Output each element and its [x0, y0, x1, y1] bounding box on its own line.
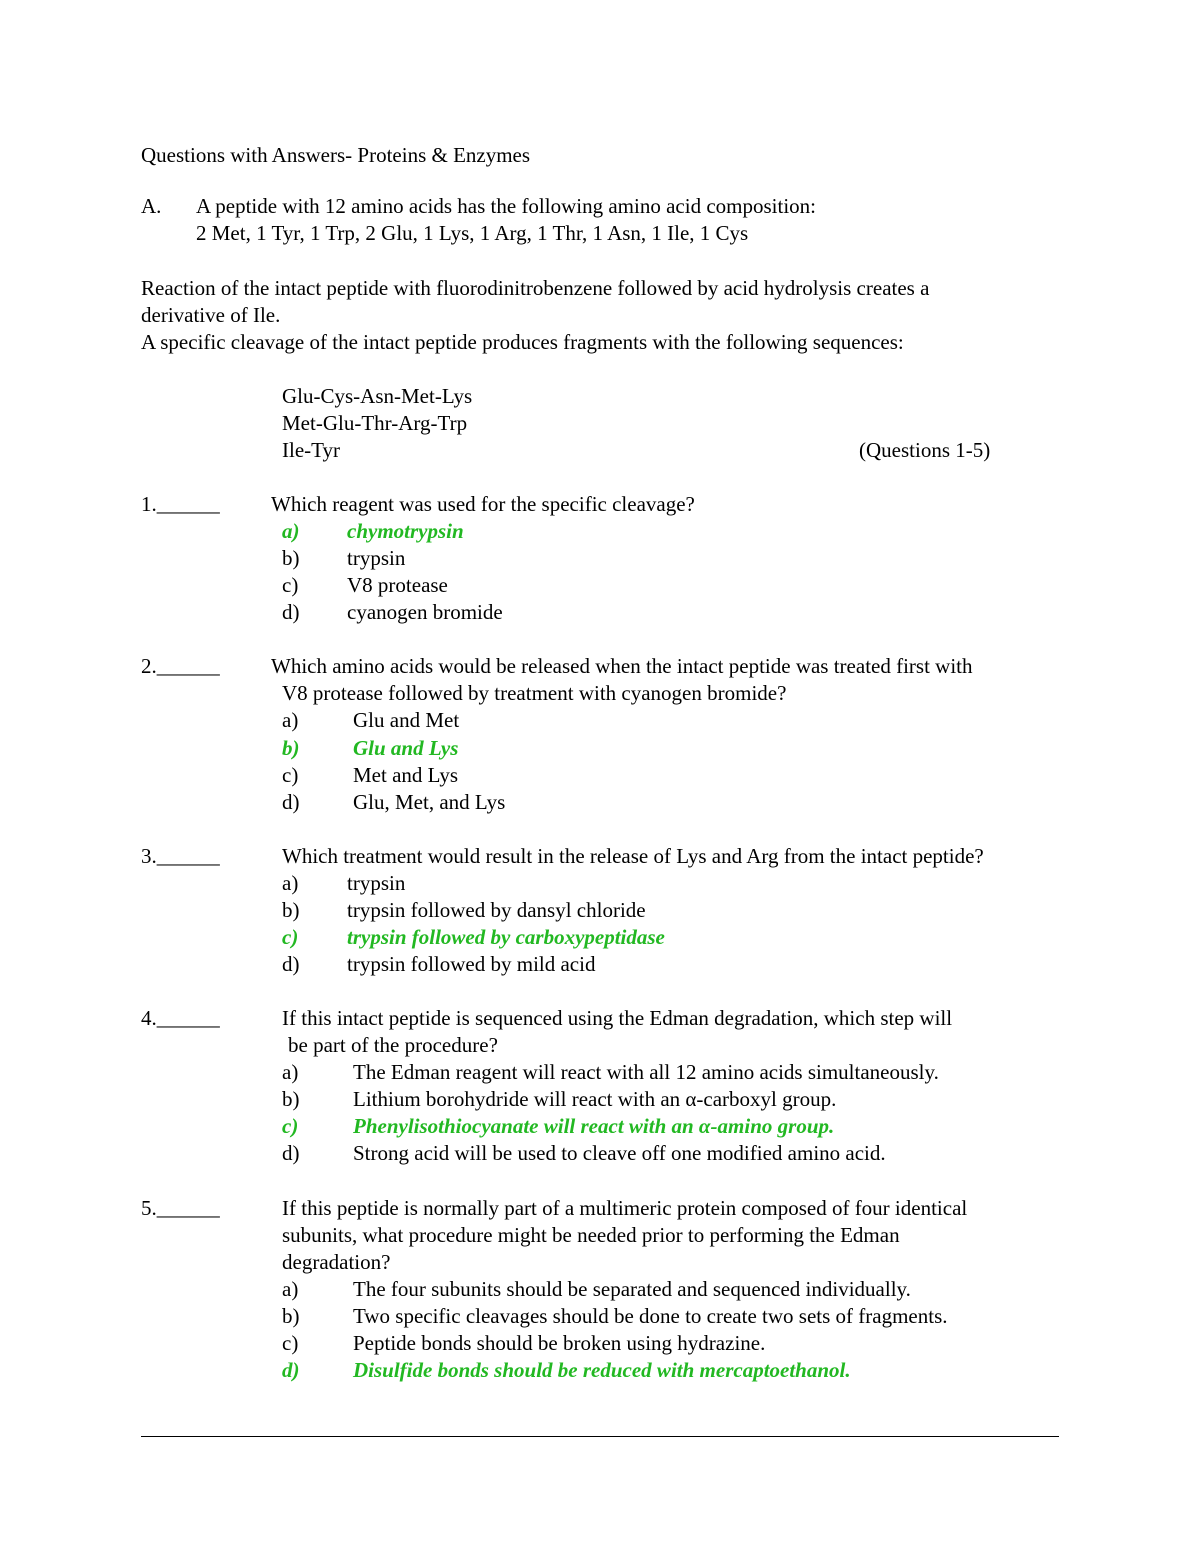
fragment-sequence: Met-Glu-Thr-Arg-Trp — [282, 411, 468, 435]
option-letter: d) — [282, 1141, 300, 1165]
option-letter: b) — [282, 1304, 300, 1328]
option-text: trypsin — [347, 871, 406, 895]
question-stem: Which treatment would result in the release of Lys and Arg from the intact peptide? — [282, 844, 984, 868]
option-letter: d) — [282, 790, 300, 814]
page-title: Questions with Answers- Proteins & Enzymes — [141, 143, 531, 167]
option-letter: b) — [282, 1087, 300, 1111]
option-letter: d) — [282, 600, 300, 624]
option-text-correct: Disulfide bonds should be reduced with mercaptoethanol. — [353, 1358, 851, 1382]
section-a-composition: 2 Met, 1 Tyr, 1 Trp, 2 Glu, 1 Lys, 1 Arg, 1 Thr, 1 Asn, 1 Ile, 1 Cys — [196, 221, 749, 245]
option-letter-correct: c) — [282, 1114, 299, 1138]
intro-line-2: derivative of Ile. — [141, 303, 281, 327]
option-text: trypsin followed by mild acid — [347, 952, 596, 976]
option-letter-correct: c) — [282, 925, 299, 949]
option-letter: c) — [282, 1331, 299, 1355]
option-text: Two specific cleavages should be done to create two sets of fragments. — [353, 1304, 948, 1328]
question-number: 5.______ — [141, 1196, 220, 1220]
option-letter: a) — [282, 1277, 299, 1301]
question-stem: be part of the procedure? — [288, 1033, 498, 1057]
option-letter: c) — [282, 763, 299, 787]
option-letter: c) — [282, 573, 299, 597]
option-letter-correct: a) — [282, 519, 300, 543]
question-number: 2.______ — [141, 654, 220, 678]
option-letter: b) — [282, 898, 300, 922]
section-a-label: A. — [141, 194, 162, 218]
option-text: Glu, Met, and Lys — [353, 790, 506, 814]
fragment-sequence: Glu-Cys-Asn-Met-Lys — [282, 384, 473, 408]
questions-reference: (Questions 1-5) — [859, 438, 991, 462]
option-text: Glu and Met — [353, 708, 460, 732]
question-number: 3.______ — [141, 844, 220, 868]
option-text: Strong acid will be used to cleave off one modified amino acid. — [353, 1141, 886, 1165]
option-letter-correct: b) — [282, 736, 300, 760]
option-text-correct: Glu and Lys — [353, 736, 459, 760]
option-text: Met and Lys — [353, 763, 458, 787]
option-text: Lithium borohydride will react with an α-carboxyl group. — [353, 1087, 837, 1111]
option-text: trypsin — [347, 546, 406, 570]
question-stem: Which amino acids would be released when the intact peptide was treated first with — [271, 654, 973, 678]
option-letter: d) — [282, 952, 300, 976]
intro-line-3: A specific cleavage of the intact peptide produces fragments with the following sequences: — [141, 330, 904, 354]
option-text: trypsin followed by dansyl chloride — [347, 898, 646, 922]
question-stem: If this intact peptide is sequenced using the Edman degradation, which step will — [282, 1006, 953, 1030]
option-text-correct: trypsin followed by carboxypeptidase — [347, 925, 665, 949]
question-number: 1.______ — [141, 492, 220, 516]
question-number: 4.______ — [141, 1006, 220, 1030]
question-stem: V8 protease followed by treatment with cyanogen bromide? — [282, 681, 787, 705]
fragment-sequence: Ile-Tyr — [282, 438, 340, 462]
option-text-correct: chymotrypsin — [347, 519, 464, 543]
option-text: The four subunits should be separated and sequenced individually. — [353, 1277, 911, 1301]
question-stem: subunits, what procedure might be needed prior to performing the Edman — [282, 1223, 900, 1247]
option-letter: a) — [282, 1060, 299, 1084]
question-stem: degradation? — [282, 1250, 391, 1274]
question-stem: If this peptide is normally part of a multimeric protein composed of four identical — [282, 1196, 968, 1220]
option-text-correct: Phenylisothiocyanate will react with an α-amino group. — [353, 1114, 835, 1138]
option-text: Peptide bonds should be broken using hydrazine. — [353, 1331, 766, 1355]
option-letter: a) — [282, 871, 299, 895]
option-letter: b) — [282, 546, 300, 570]
option-text: cyanogen bromide — [347, 600, 503, 624]
section-a-line-1: A peptide with 12 amino acids has the following amino acid composition: — [196, 194, 816, 218]
intro-line-1: Reaction of the intact peptide with fluorodinitrobenzene followed by acid hydrolysis creates a — [141, 276, 930, 300]
footer-divider — [141, 1436, 1059, 1437]
option-letter: a) — [282, 708, 299, 732]
question-stem: Which reagent was used for the specific cleavage? — [271, 492, 695, 516]
option-text: The Edman reagent will react with all 12 amino acids simultaneously. — [353, 1060, 939, 1084]
option-letter-correct: d) — [282, 1358, 300, 1382]
option-text: V8 protease — [347, 573, 448, 597]
